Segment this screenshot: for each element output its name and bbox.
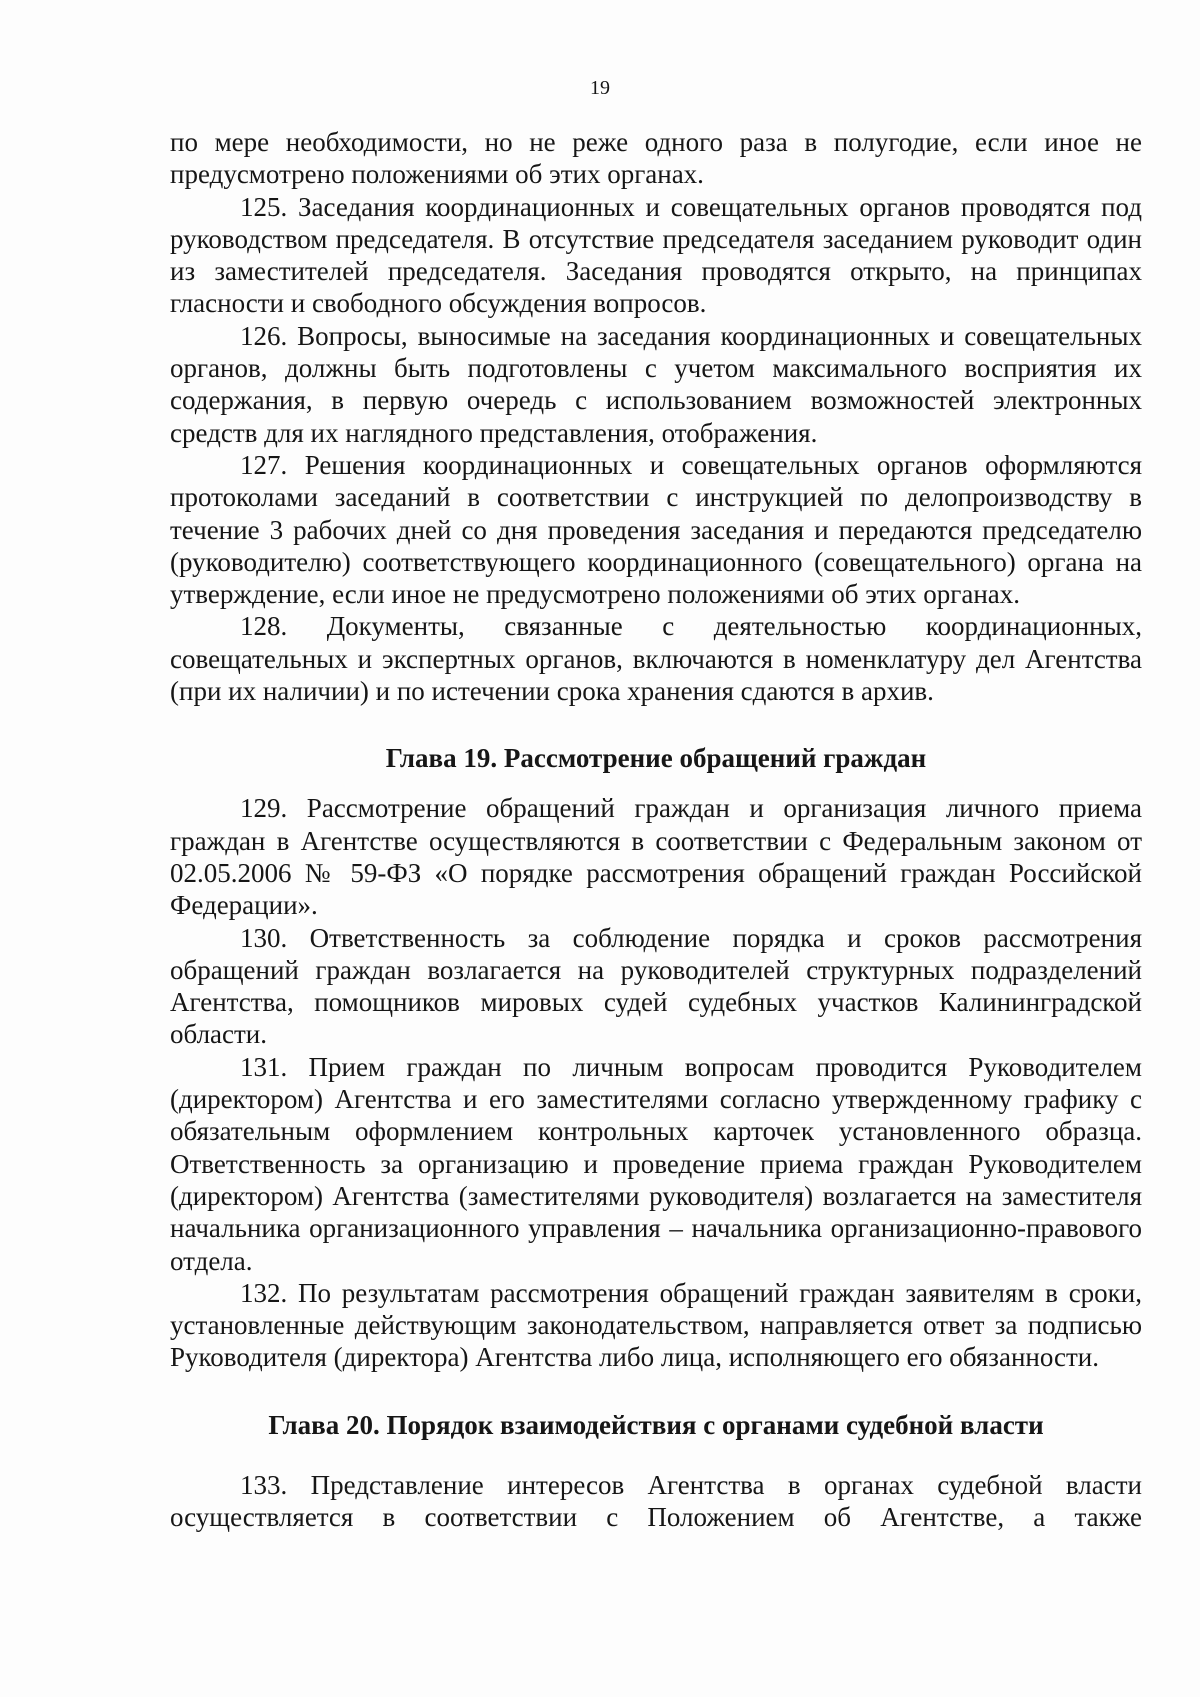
paragraph-133: 133. Представление интересов Агентства в органах судебной власти осуществляется в соответствии с Положением об Агентстве, а также [170, 1469, 1142, 1532]
paragraph-131: 131. Прием граждан по личным вопросам проводится Руководителем (директором) Агентства и его заместителями согласно утвержденному графику с обязательным оформлением контрольных карточек установленного образца. Ответственность за организацию и проведение приема граждан Руководителем (директором) Агентства (заместителями руководителя) возлагается на заместителя начальника организационного управления – начальника организационно-правового отдела. [170, 1051, 1142, 1276]
paragraph-130: 130. Ответственность за соблюдение порядка и сроков рассмотрения обращений граждан возлагается на руководителей структурных подразделений Агентства, помощников мировых судей судебных участков Калининградской области. [170, 922, 1142, 1050]
paragraph-125: 125. Заседания координационных и совещательных органов проводятся под руководством председателя. В отсутствие председателя заседанием руководит один из заместителей председателя. Заседания проводятся открыто, на принципах гласности и свободного обсуждения вопросов. [170, 191, 1142, 319]
chapter-19-title: Глава 19. Рассмотрение обращений граждан [385, 743, 927, 774]
paragraph-continuation: по мере необходимости, но не реже одного раза в полугодие, если иное не предусмотрено положениями об этих органах. [170, 127, 1142, 190]
paragraph-129: 129. Рассмотрение обращений граждан и организация личного приема граждан в Агентстве осуществляются в соответствии с Федеральным законом от 02.05.2006 № 59-ФЗ «О порядке рассмотрения обращений граждан Российской Федерации». [170, 793, 1142, 921]
paragraph-128: 128. Документы, связанные с деятельностью координационных, совещательных и экспертных органов, включаются в номенклатуру дел Агентства (при их наличии) и по истечении срока хранения сдаются в архив. [170, 611, 1142, 707]
page-number: 19 [590, 77, 610, 99]
paragraph-127: 127. Решения координационных и совещательных органов оформляются протоколами заседаний в соответствии с инструкцией по делопроизводству в течение 3 рабочих дней со дня проведения заседания и передаются председателю (руководителю) соответствующего координационного (совещательного) органа на утверждение, если иное не предусмотрено положениями об этих органах. [170, 449, 1142, 610]
paragraph-132: 132. По результатам рассмотрения обращений граждан заявителям в сроки, установленные действующим законодательством, направляется ответ за подписью Руководителя (директора) Агентства либо лица, исполняющего его обязанности. [170, 1277, 1142, 1373]
chapter-20-title: Глава 20. Порядок взаимодействия с органами судебной власти [268, 1409, 1044, 1440]
document-body [170, 126, 1142, 1533]
paragraph-126: 126. Вопросы, выносимые на заседания координационных и совещательных органов, должны быть подготовлены с учетом максимального восприятия их содержания, в первую очередь с использованием возможностей электронных средств для их наглядного представления, отображения. [170, 320, 1142, 448]
